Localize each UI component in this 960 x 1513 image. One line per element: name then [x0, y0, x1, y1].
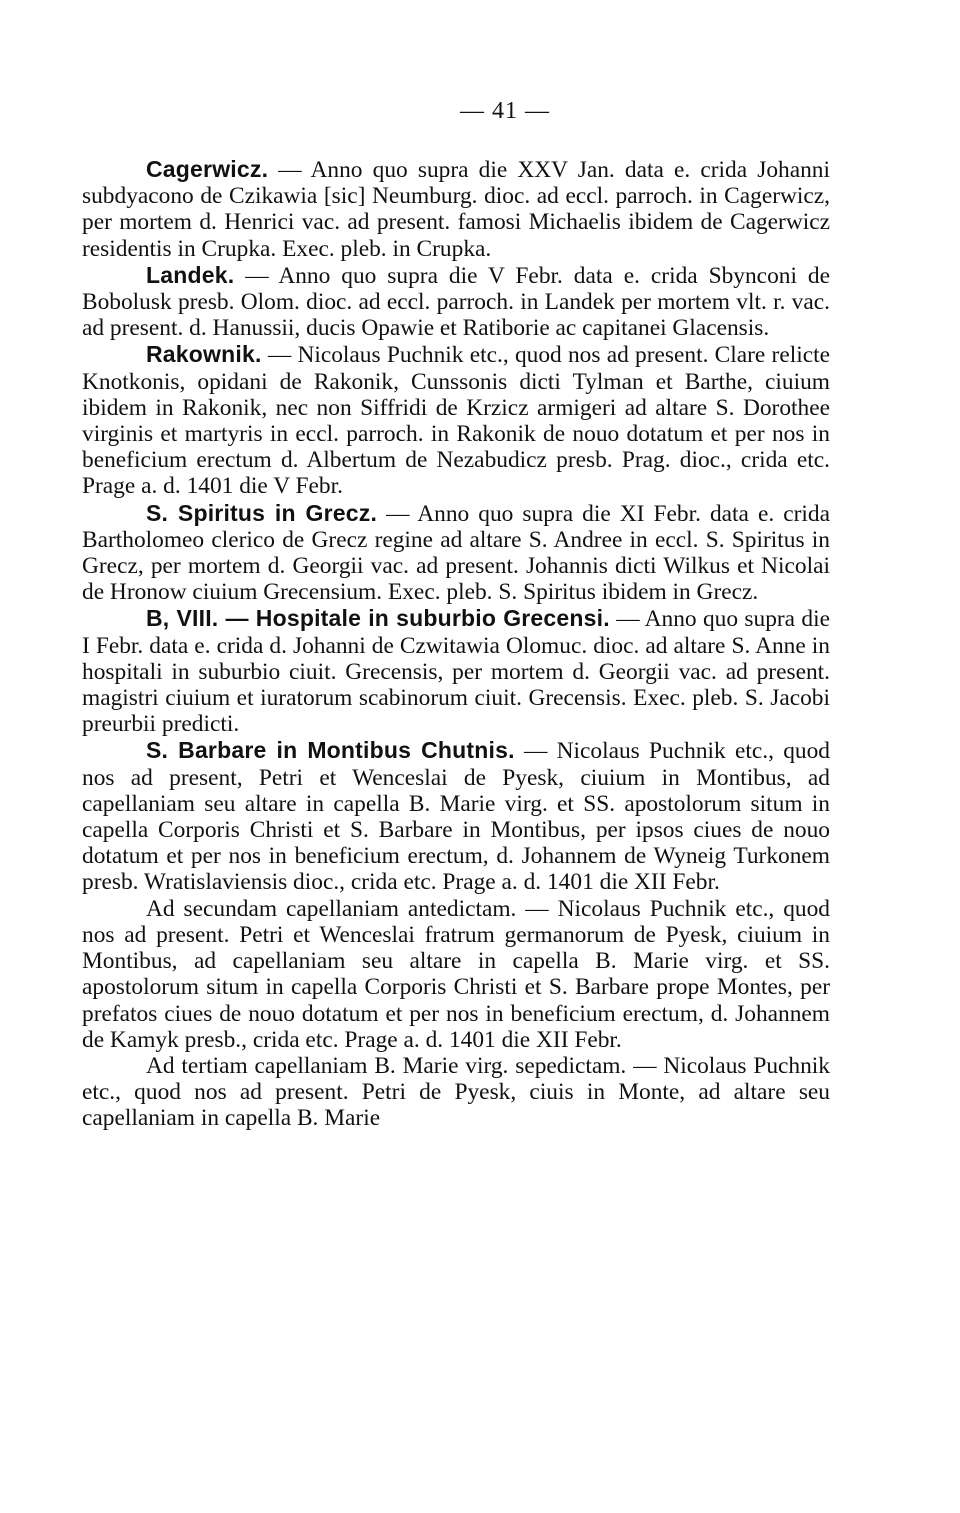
entry-secunda-capellania [82, 896, 830, 1053]
entry-heading: Cagerwicz. [146, 156, 269, 182]
entry-text: — Anno quo supra die XI Febr. data e. crida Bartholomeo clerico de Grecz regine ad altare S. Andree in eccl. S. Spiritus in Grecz, per mortem d. Georgii vac. ad present. Johannis dicti Wilkus et Nicolai de Hronow ciuium Grecensium. Exec. pleb. S. Spiritus ibidem in Grecz. [82, 500, 830, 606]
page-number: — 41 — [460, 98, 550, 124]
page-body [82, 156, 830, 1132]
entry-barbare-chutnis [82, 737, 830, 895]
entry-text: — Nicolaus Puchnik etc., quod nos ad present. Clare relicte Knotkonis, opidani de Rakonik, Cunssonis dicti Tylman et Barthe, ciuium ibidem in Rakonik, nec non Siffridi de Krzicz armigeri ad altare S. Dorothee virginis et martyris in eccl. parroch. in Rakonik de nouo dotatum et per nos in beneficium erectum d. Albertum de Nezabudicz presb. Prag. dioc., crida etc. Prage a. d. 1401 die V Febr. [82, 342, 830, 500]
entry-text: — Nicolaus Puchnik etc., quod nos ad present, Petri et Wenceslai de Pyesk, ciuium in Montibus, ad capellaniam seu altare in capella B. Marie virg. et SS. apostolorum situm in capella Corporis Christi et S. Barbare in Montibus, per ipsos ciues de nouo dotatum et per nos in beneficium erectum, d. Johannem de Wyneig Turkonem presb. Wratislaviensis dioc., crida etc. Prage a. d. 1401 die XII Febr. [82, 738, 830, 896]
entry-heading: S. Barbare in Montibus Chutnis. [146, 737, 515, 764]
entry-heading: B, VIII. — Hospitale in suburbio Grecensi. [146, 605, 610, 632]
entry-text: — Anno quo supra die I Febr. data e. crida d. Johanni de Czwitawia Olomuc. dioc. ad altare S. Anne in hospitali in suburbio ciuit. Grecensis, per mortem d. Georgii vac. ad present. magistri ciuium et iuratorum scabinorum ciuit. Grecensis. Exec. pleb. S. Jacobi preurbii predicti. [82, 606, 830, 738]
entry-text: Ad secundam capellaniam antedictam. — Nicolaus Puchnik etc., quod nos ad present. Petri et Wenceslai fratrum germanorum de Pyesk, ciuium in Montibus, ad capellaniam seu altare in capella B. Marie virg. et SS. apostolorum situm in capella Corporis Christi et S. Barbare prope Montes, per prefatos ciues de nouo dotatum et per nos in beneficium erectum, d. Johannem de Kamyk presb., crida etc. Prage a. d. 1401 die XII Febr. [82, 895, 830, 1053]
entry-text: — Anno quo supra die XXV Jan. data e. crida Johanni subdyacono de Czikawia [sic] Neumburg. dioc. ad eccl. parroch. in Cagerwicz, per mortem d. Henrici vac. ad present. famosi Michaelis ibidem de Cagerwicz residentis in Crupka. Exec. pleb. in Crupka. [82, 157, 830, 262]
entry-landek [82, 262, 830, 342]
entry-text: — Anno quo supra die V Febr. data e. crida Sbynconi de Bobolusk presb. Olom. dioc. ad eccl. parroch. in Landek per mortem vlt. r. vac. ad present. d. Hanussii, ducis Opawie et Ratiborie ac capitanei Glacensis. [82, 262, 830, 342]
entry-hospitale-grecensi [82, 605, 830, 737]
entry-rakownik [82, 341, 830, 499]
entry-text: Ad tertiam capellaniam B. Marie virg. sepedictam. — Nicolaus Puchnik etc., quod nos ad present. Petri de Pyesk, ciuis in Monte, ad altare seu capellaniam in capella B. Marie [82, 1052, 830, 1132]
entry-heading: Landek. [146, 261, 235, 288]
entry-heading: Rakownik. [146, 341, 262, 368]
entry-spiritus-grecz [82, 500, 830, 606]
entry-cagerwicz [82, 156, 830, 262]
entry-tertia-capellania [82, 1053, 830, 1132]
entry-heading: S. Spiritus in Grecz. [146, 499, 378, 526]
